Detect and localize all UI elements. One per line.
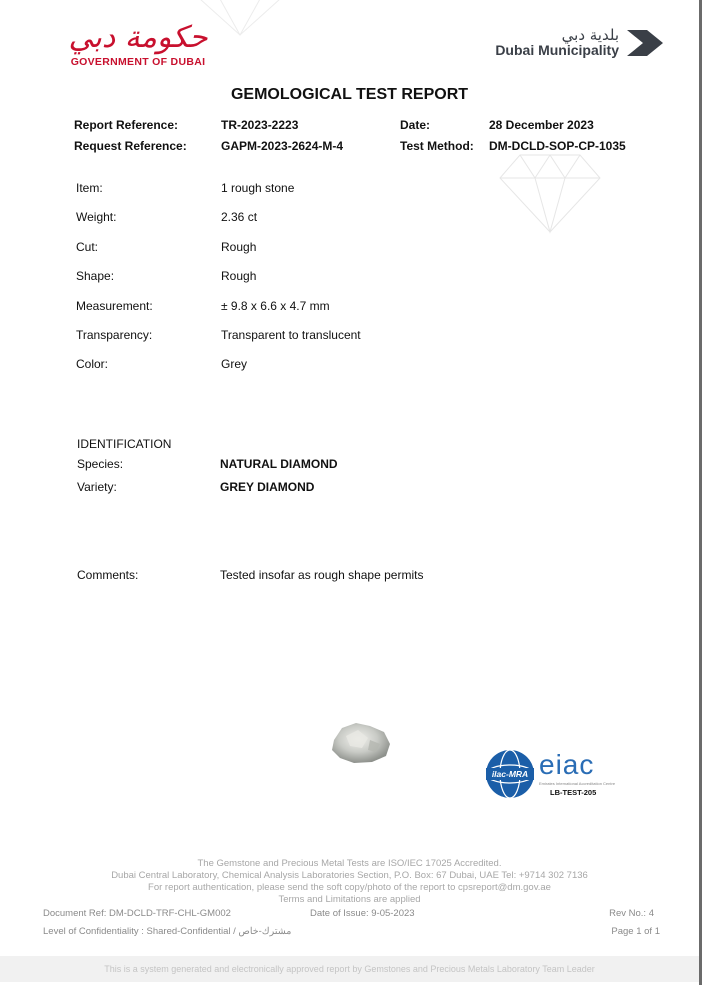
page-number: Page 1 of 1 (611, 926, 660, 937)
cut-label: Cut: (76, 240, 99, 254)
item-value: 1 rough stone (221, 181, 295, 195)
footer-address: Dubai Central Laboratory, Chemical Analysis Laboratories Section, P.O. Box: 67 Dubai, UAE Tel: +9714 302 7136 (111, 870, 588, 881)
species-label: Species: (77, 457, 124, 471)
cut-value: Rough (221, 240, 257, 254)
dm-logo-english: Dubai Municipality (495, 42, 619, 58)
request-reference-label: Request Reference: (74, 139, 187, 153)
date-label: Date: (400, 118, 431, 132)
report-reference-label: Report Reference: (74, 118, 179, 132)
confidentiality-level: Level of Confidentiality : Shared-Confidential / مشترك-خاص (43, 926, 292, 937)
measurement-value: ± 9.8 x 6.6 x 4.7 mm (221, 299, 330, 313)
color-label: Color: (76, 357, 109, 371)
accreditation-logos (484, 748, 624, 800)
ilac-mra-text: ilac-MRA (491, 769, 529, 779)
transparency-label: Transparency: (76, 328, 153, 342)
system-generated-note: This is a system generated and electronically approved report by Gemstones and Precious Metals Laboratory Team Leader (104, 964, 595, 974)
page-title: GEMOLOGICAL TEST REPORT (230, 86, 469, 103)
species-value: NATURAL DIAMOND (220, 457, 338, 471)
shape-label: Shape: (76, 269, 115, 283)
government-of-dubai-logo (68, 20, 208, 68)
comments-label: Comments: (77, 568, 139, 582)
measurement-label: Measurement: (76, 299, 153, 313)
color-value: Grey (221, 357, 248, 371)
shape-value: Rough (221, 269, 257, 283)
weight-label: Weight: (76, 210, 117, 224)
footer-terms: Terms and Limitations are applied (278, 894, 421, 905)
gov-logo-arabic: حكومة دبي (68, 20, 208, 55)
report-reference-value: TR-2023-2223 (221, 118, 299, 132)
document-ref: Document Ref: DM-DCLD-TRF-CHL-GM002 (43, 908, 231, 919)
test-method-value: DM-DCLD-SOP-CP-1035 (489, 139, 626, 153)
dubai-municipality-logo (495, 26, 665, 62)
test-method-label: Test Method: (400, 139, 474, 153)
lab-code: LB-TEST-205 (550, 788, 597, 797)
footer-authentication: For report authentication, please send the soft copy/photo of the report to cpsreport@dm.gov.ae (148, 882, 551, 893)
variety-label: Variety: (77, 480, 117, 494)
item-label: Item: (76, 181, 103, 195)
comments-value: Tested insofar as rough shape permits (220, 568, 424, 582)
identification-heading: IDENTIFICATION (77, 437, 172, 451)
variety-value: GREY DIAMOND (220, 480, 315, 494)
dm-logo-arabic: بلدية دبي (561, 26, 619, 44)
rough-diamond-photo (328, 718, 394, 766)
weight-value: 2.36 ct (221, 210, 258, 224)
date-value: 28 December 2023 (489, 118, 594, 132)
date-of-issue: Date of Issue: 9-05-2023 (310, 908, 415, 919)
chevron-logo-icon (625, 28, 665, 58)
request-reference-value: GAPM-2023-2624-M-4 (221, 139, 344, 153)
footer-accreditation-note: The Gemstone and Precious Metal Tests are ISO/IEC 17025 Accredited. (197, 858, 502, 869)
eiac-subtitle: Emirates International Accreditation Centre (539, 781, 616, 786)
transparency-value: Transparent to translucent (221, 328, 361, 342)
revision-number: Rev No.: 4 (609, 908, 654, 919)
eiac-logo-text: eiac (539, 749, 595, 780)
gov-logo-english: GOVERNMENT OF DUBAI (70, 56, 206, 68)
diamond-watermark-icon (495, 150, 605, 235)
